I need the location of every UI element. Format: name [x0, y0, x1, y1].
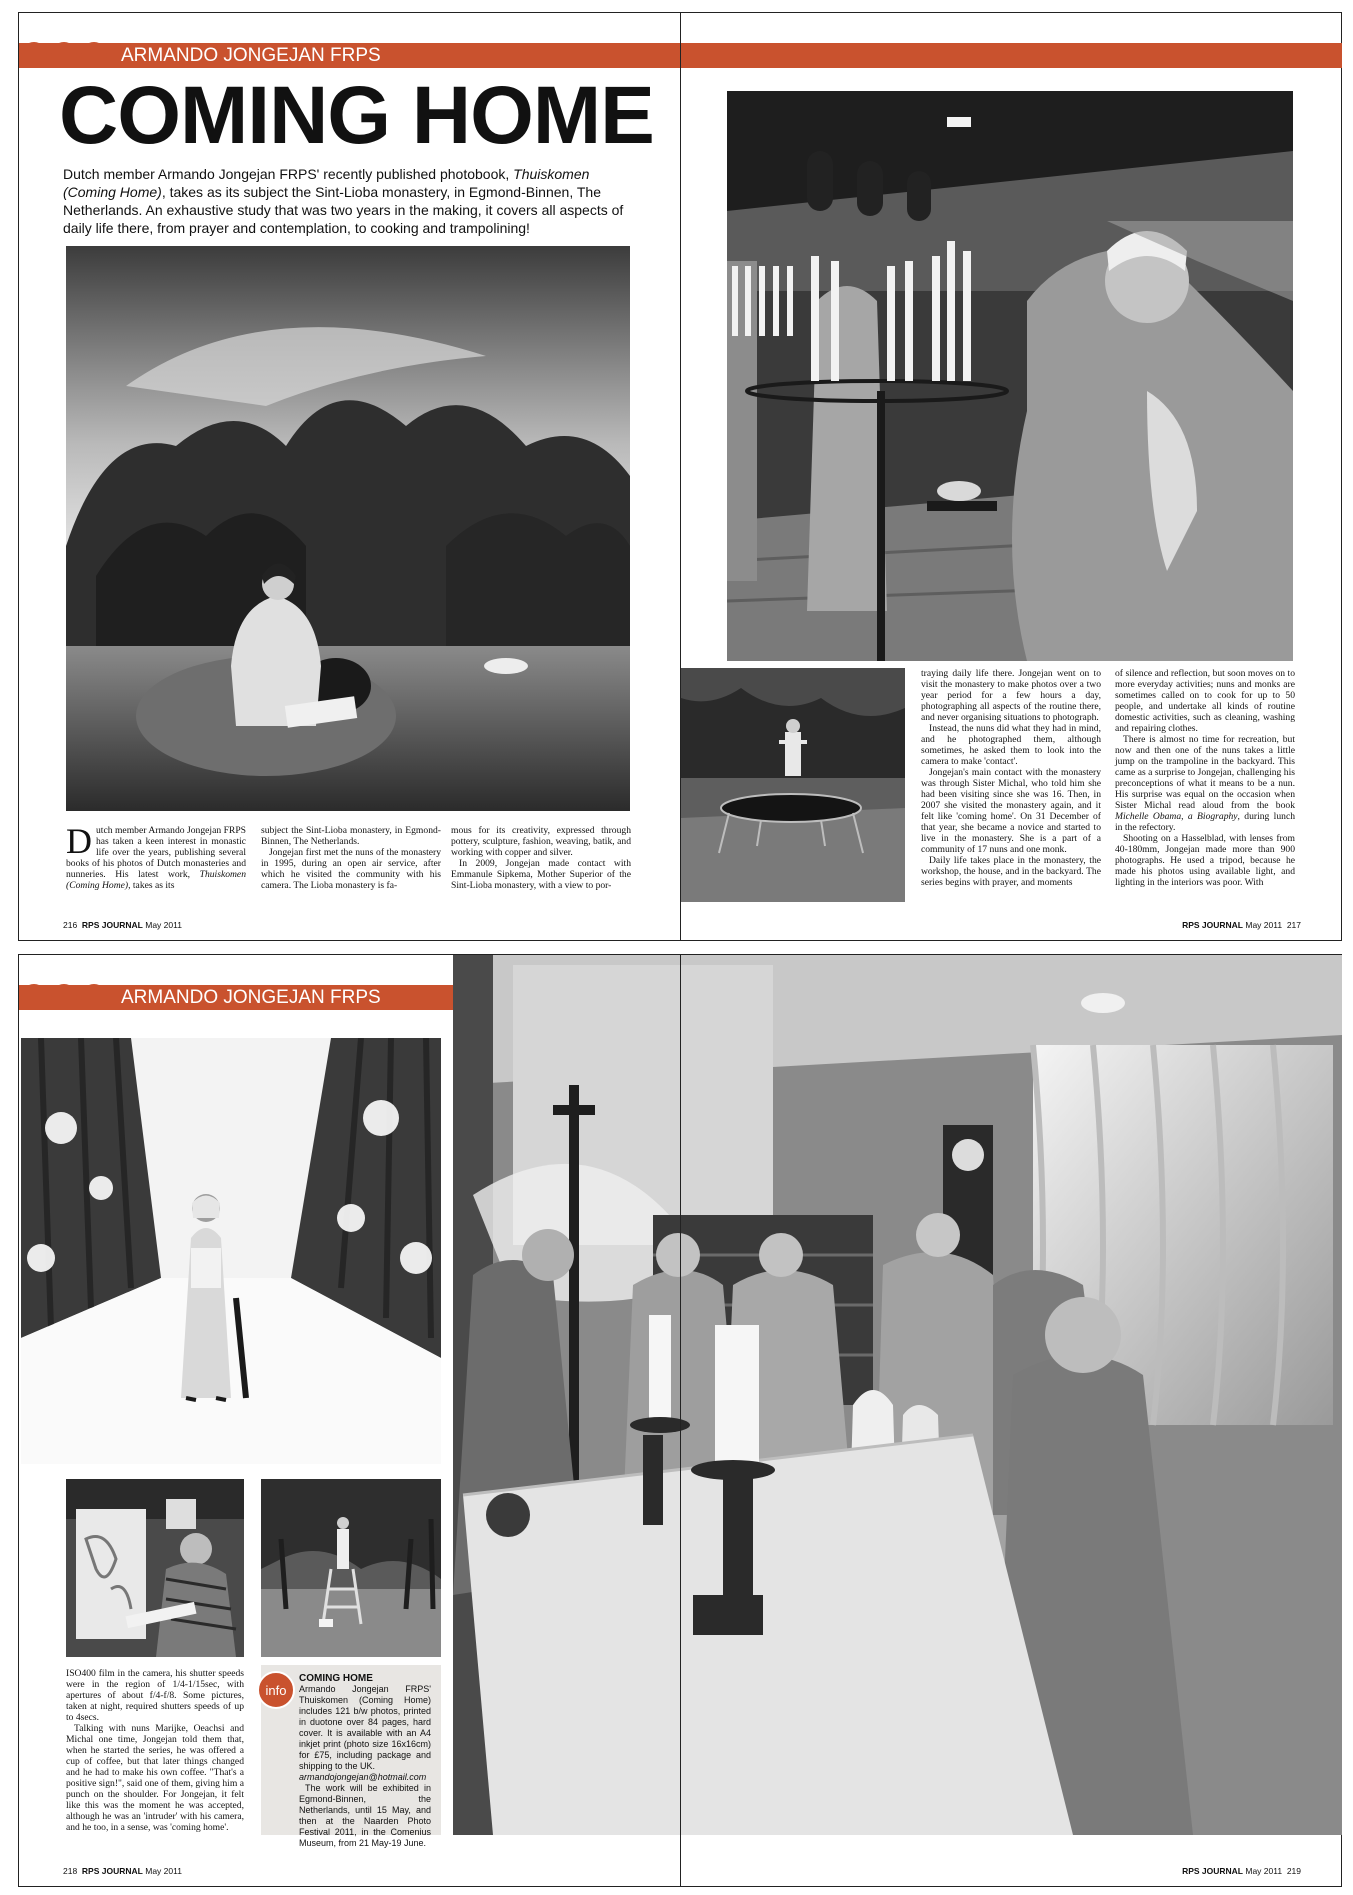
page-title: COMING HOME	[59, 70, 654, 161]
info-text: The work will be exhibited in Egmond-Binnen, the Netherlands, until 15 May, and then at the Naarden Photo Festival 2011, in the Comenius Museum, from 21 May-19 June.	[299, 1783, 431, 1848]
photo-nun-painting	[66, 1479, 244, 1657]
body-column-217-2: of silence and reflection, but soon moves on to more everyday activities; nuns and monks are sometimes called on to cook for up to 50 people, and undertake all kinds of routine domestic activities, such as cleaning, washing and repairing clothes. There is almost no time for recreation, but now and then one of the nuns takes a little jump on the trampoline in the backyard. This came as a surprise to Jongejan, challenging his preconceptions of what it means to be a nun. His surprise was equal on the occasion when Sister Michal read aloud from the book Michelle Obama, a Biography, during lunch in the refectory. Shooting on a Hasselblad, with lenses from 40-180mm, Jongejan made more than 900 photographs. He used a tripod, because he made his photos using available light, and lighting in the interiors was poor. With	[1115, 668, 1295, 888]
spread-216-217	[18, 12, 1342, 941]
dot-icon	[51, 984, 77, 1010]
folio-218: 218 RPS JOURNAL May 2011	[63, 1866, 182, 1876]
standfirst-text: Dutch member Armando Jongejan FRPS' recently published photobook,	[63, 166, 514, 182]
info-badge: info	[257, 1671, 295, 1709]
drop-cap: D	[66, 821, 92, 861]
photo-snowy-lane	[21, 1038, 441, 1464]
photo-trampoline	[681, 668, 905, 902]
dot-icon	[81, 984, 107, 1010]
body-column-216-2: subject the Sint-Lioba monastery, in Egmond-Binnen, The Netherlands. Jongejan first met the nuns of the monastery in 1995, during an open air service, after which he visited the community with his camera. The Lioba monastery is fa-	[261, 825, 441, 891]
header-dots	[21, 984, 107, 1010]
standfirst	[63, 165, 629, 237]
section-kicker: ARMANDO JONGEJAN FRPS	[121, 987, 381, 1008]
photo-candle-lighting	[727, 91, 1293, 661]
header-dots	[21, 42, 107, 68]
folio-219: RPS JOURNAL May 2011 219	[1182, 1866, 1301, 1876]
photo-orchard-ladder	[261, 1479, 441, 1657]
spread-218-219	[18, 954, 1342, 1887]
dot-icon	[51, 42, 77, 68]
dot-icon	[21, 42, 47, 68]
dot-icon	[21, 984, 47, 1010]
info-text: Armando Jongejan FRPS' Thuiskomen (Coming Home) includes 121 b/w photos, printed in duotone over 84 pages, hard cover. It is available with an A4 inkjet print (photo size 16x16cm) for £75, including package and shipping to the UK.	[299, 1684, 431, 1771]
section-kicker: ARMANDO JONGEJAN FRPS	[121, 45, 381, 66]
folio-217: RPS JOURNAL May 2011 217	[1182, 920, 1301, 930]
info-box	[261, 1665, 441, 1848]
info-title: COMING HOME	[299, 1673, 373, 1684]
photo-chapel-service	[453, 955, 1342, 1835]
body-column-216-3: mous for its creativity, expressed through pottery, sculpture, fashion, weaving, batik, and working with copper and silver. In 2009, Jongejan made contact with Emmanule Sipkema, Mother Superior of the Sint-Lioba monastery, with a view to por-	[451, 825, 631, 891]
dot-icon	[81, 42, 107, 68]
body-column-216-1: Dutch member Armando Jongejan FRPS has taken a keen interest in monastic life over the years, publishing several books of his photos of Dutch monasteries and nunneries. His latest work, Thuiskomen (Coming Home), takes as its	[66, 821, 246, 891]
folio-216: 216 RPS JOURNAL May 2011	[63, 920, 182, 930]
body-column-218: ISO400 film in the camera, his shutter speeds were in the region of 1/4-1/15sec, with apertures of about f/4-f/8. Some pictures, taken at night, required shutters speeds of up to 4secs. Talking with nuns Marijke, Oeachsi and Michal one time, Jongejan told them that, when he started the series, he was offered a cup of coffee, but that later things changed and he had to make his own coffee. "That's a positive sign!", said one of them, giving him a punch on the shoulder. For Jongejan, it felt like this was the moment he was accepted, although he was an 'intruder' with his camera, and he too, in a sense, was 'coming home'.	[66, 1668, 244, 1833]
page-gutter	[680, 13, 681, 940]
body-column-217-1: traying daily life there. Jongejan went on to visit the monastery to make photos over a two year period for a few hours a day, photographing all aspects of the routine there, and never organising situations to photograph. Instead, the nuns did what they had in mind, and he photographed them, although sometimes, he asked them to look into the camera to make 'contact'. Jongejan's main contact with the monastery was through Sister Michal, who told him she had been visiting since she was 16. Then, in 2007 she visited the monastery again, and it felt like 'coming home'. On 31 December of that year, she became a novice and started to live in the monastery. She is a part of a community of 17 nuns and one monk. Daily life takes place in the monastery, the workshop, the house, and in the backyard. The series begins with prayer, and moments	[921, 668, 1101, 888]
page-gutter	[680, 955, 681, 1886]
standfirst-text: , takes as its subject the Sint-Lioba monastery, in Egmond-Binnen, The Netherlands. An exhaustive study that was two years in the making, it covers all aspects of daily life there, from prayer and contemplation, to cooking and trampolining!	[63, 184, 624, 236]
info-email: armandojongejan@hotmail.com	[299, 1772, 427, 1782]
book-title: Thuiskomen (Coming Home)	[63, 166, 590, 200]
photo-nun-with-sheep	[66, 246, 630, 811]
